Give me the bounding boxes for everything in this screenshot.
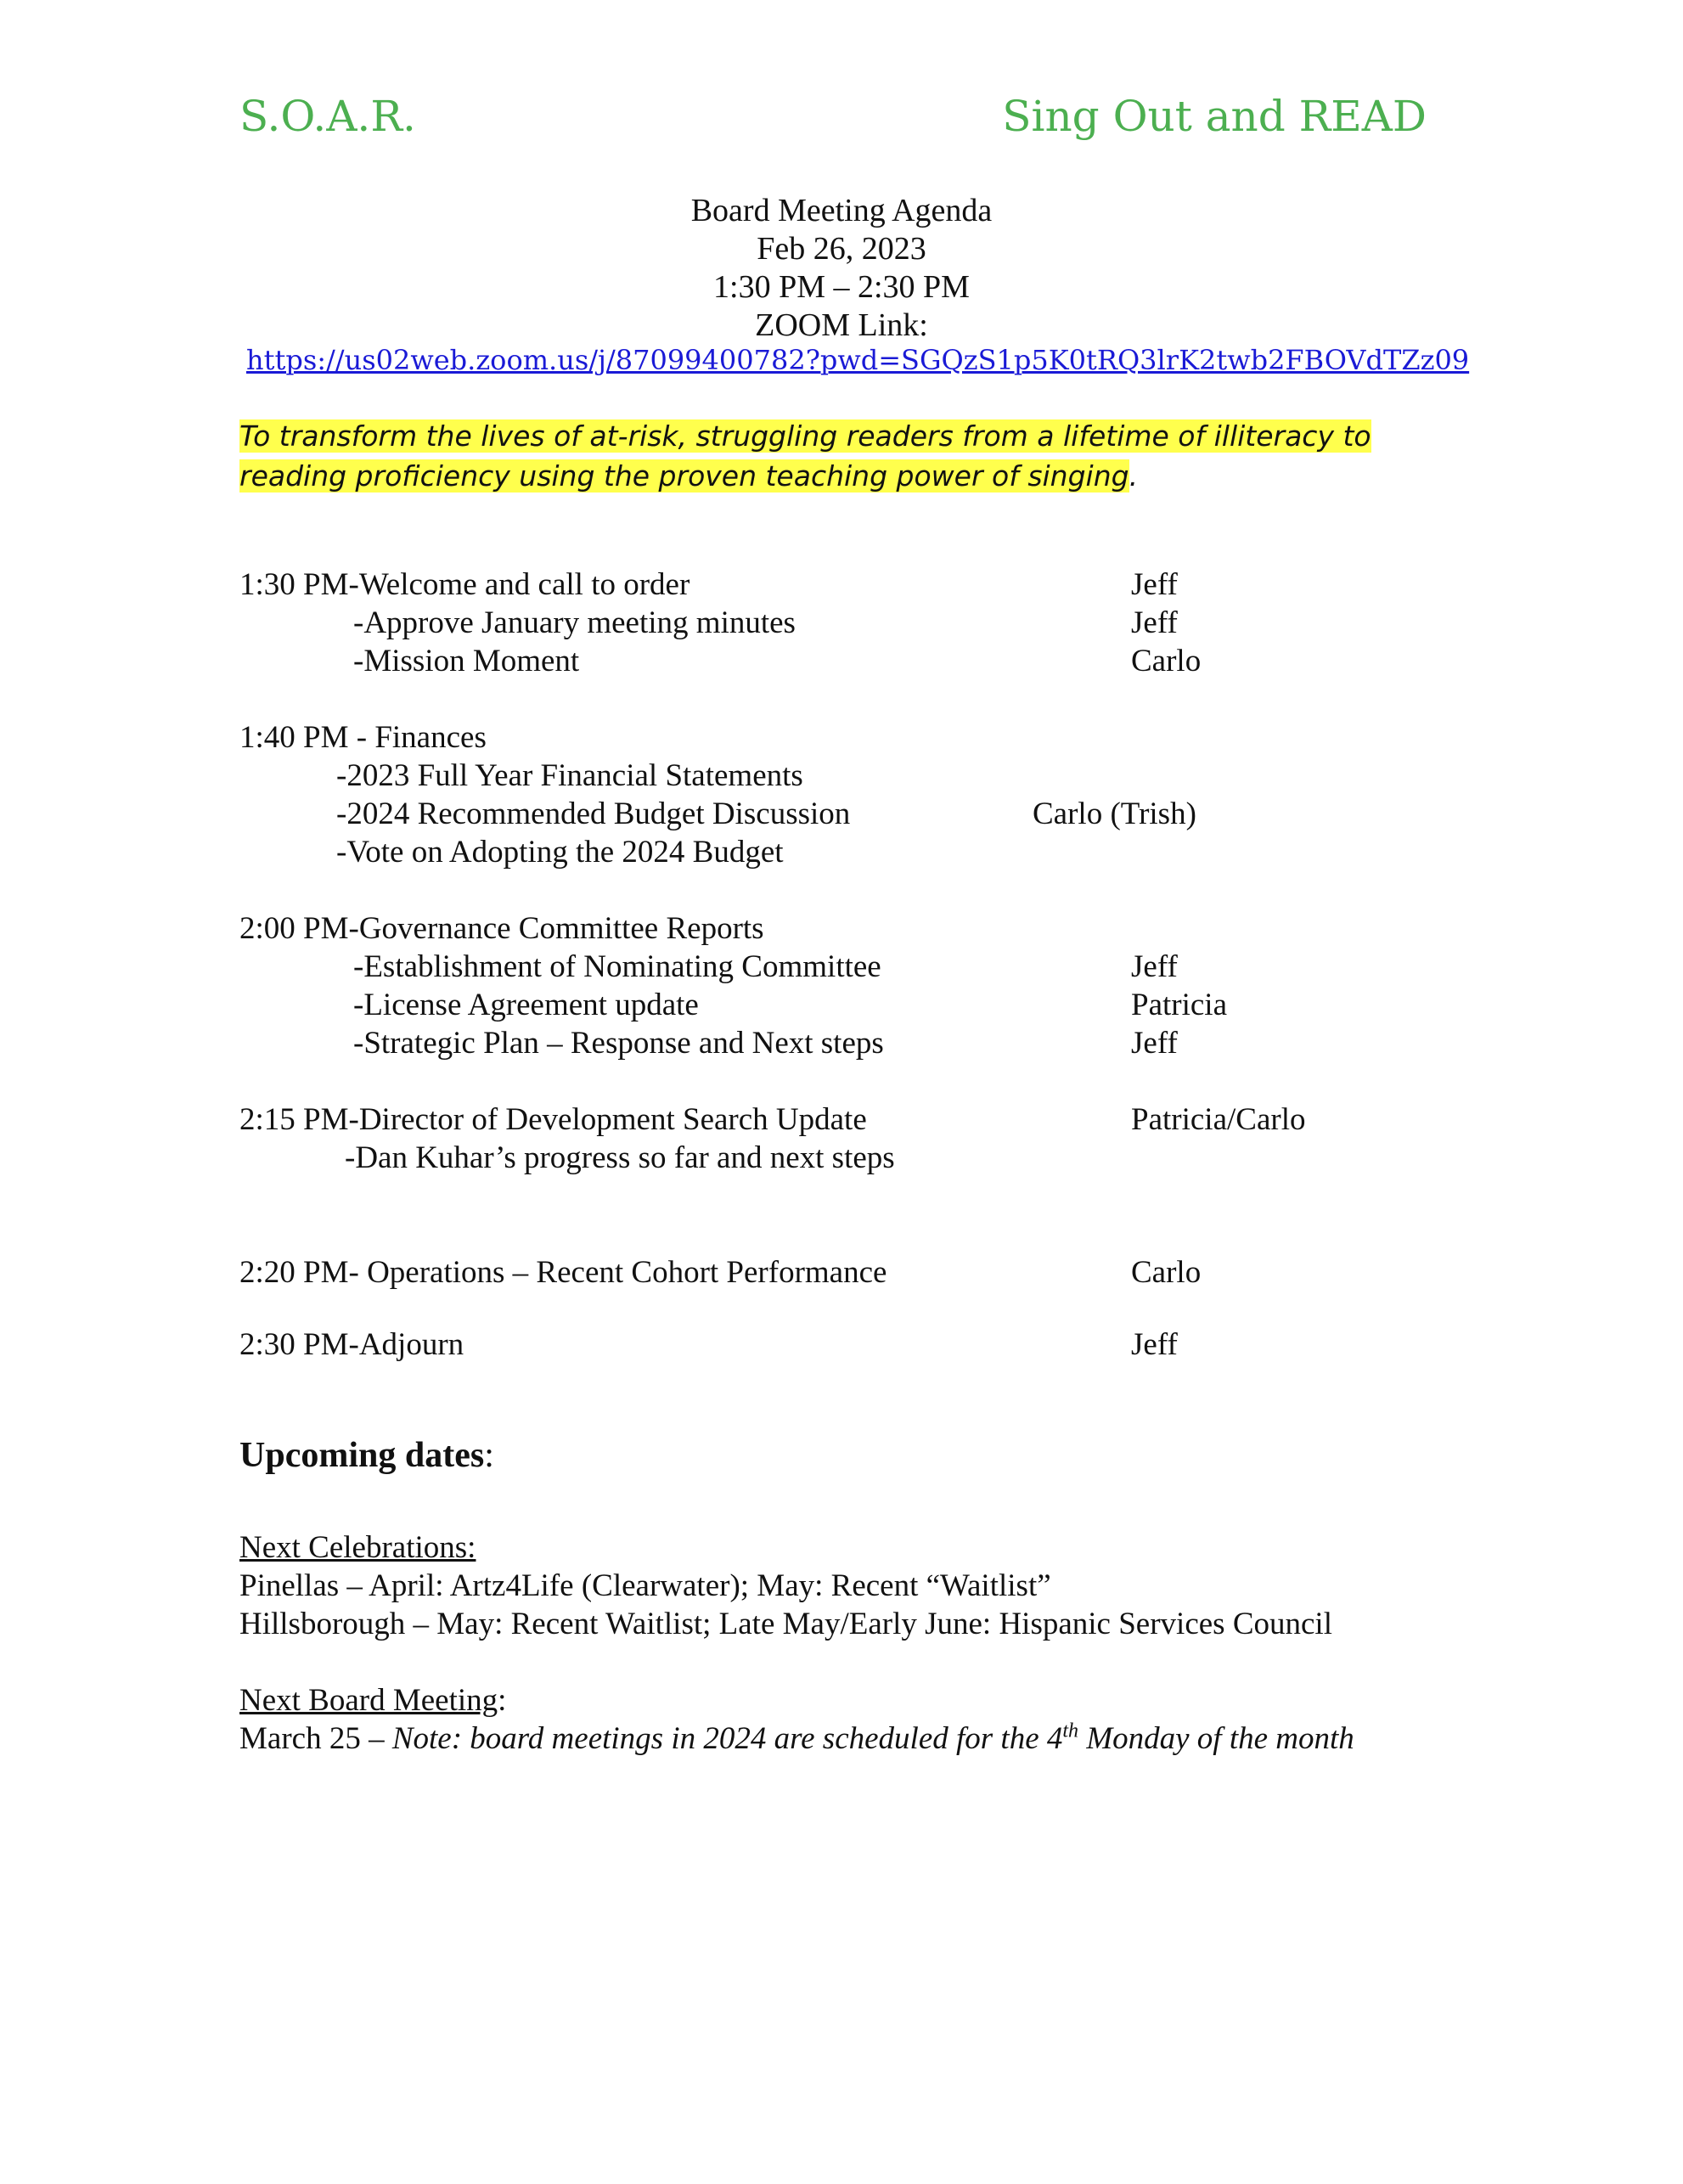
agenda-finances-heading: 1:40 PM - Finances <box>239 720 487 755</box>
agenda-governance-item: -License Agreement update <box>353 988 699 1022</box>
agenda-welcome-heading: 1:30 PM-Welcome and call to order <box>239 567 690 602</box>
agenda-governance-item-presenter: Jeff <box>1131 949 1178 984</box>
next-board-meeting-label <box>239 1681 506 1720</box>
agenda-governance-heading: 2:00 PM-Governance Committee Reports <box>239 911 764 946</box>
zoom-link[interactable]: https://us02web.zoom.us/j/87099400782?pwd=SGQzS1p5K0tRQ3lrK2twb2FBOVdTZz09 <box>246 344 1470 376</box>
board-note-superscript: th <box>1062 1720 1079 1742</box>
agenda-finances-item: -Vote on Adopting the 2024 Budget <box>336 835 784 870</box>
meeting-time: 1:30 PM – 2:30 PM <box>713 269 970 305</box>
board-label-colon: : <box>498 1683 507 1718</box>
mission-period: . <box>1129 459 1139 493</box>
agenda-adjourn-presenter: Jeff <box>1131 1327 1178 1362</box>
org-acronym: S.O.A.R. <box>239 92 416 141</box>
agenda-finances-item: -2023 Full Year Financial Statements <box>336 758 803 793</box>
agenda-adjourn-heading: 2:30 PM-Adjourn <box>239 1327 464 1362</box>
org-name: Sing Out and READ <box>1002 92 1427 141</box>
upcoming-title-colon: : <box>484 1436 494 1475</box>
agenda-operations-presenter: Carlo <box>1131 1255 1202 1290</box>
agenda-welcome-item: -Mission Moment <box>353 644 580 678</box>
upcoming-title-text: Upcoming dates <box>239 1436 485 1475</box>
board-note-end: Monday of the month <box>1078 1721 1354 1756</box>
agenda-finances-item: -2024 Recommended Budget Discussion <box>336 796 851 831</box>
agenda-welcome-presenter: Jeff <box>1131 567 1178 602</box>
agenda-governance-item-presenter: Patricia <box>1131 988 1228 1022</box>
meeting-title: Board Meeting Agenda <box>690 193 993 228</box>
next-board-meeting-details <box>239 1720 1354 1758</box>
agenda-development-heading: 2:15 PM-Director of Development Search Update <box>239 1102 867 1137</box>
agenda-governance-item-presenter: Jeff <box>1131 1026 1178 1061</box>
meeting-date: Feb 26, 2023 <box>757 231 926 267</box>
agenda-finances-presenter: Carlo (Trish) <box>1033 796 1196 831</box>
pinellas-celebrations: Pinellas – April: Artz4Life (Clearwater); May: Recent “Waitlist” <box>239 1568 1051 1603</box>
agenda-governance-item: -Strategic Plan – Response and Next steps <box>353 1026 884 1061</box>
agenda-welcome-item: -Approve January meeting minutes <box>353 605 796 640</box>
agenda-development-item: -Dan Kuhar’s progress so far and next steps <box>345 1140 895 1175</box>
agenda-development-presenter: Patricia/Carlo <box>1131 1102 1306 1137</box>
next-celebrations-label: Next Celebrations: <box>239 1530 476 1565</box>
zoom-label: ZOOM Link: <box>755 307 928 343</box>
agenda-operations-heading: 2:20 PM- Operations – Recent Cohort Performance <box>239 1255 887 1290</box>
board-label-text: Next Board Meeting <box>239 1683 498 1718</box>
agenda-welcome-item-presenter: Jeff <box>1131 605 1178 640</box>
agenda-governance-item: -Establishment of Nominating Committee <box>353 949 881 984</box>
agenda-welcome-item-presenter: Carlo <box>1131 644 1202 678</box>
board-note: Note: board meetings in 2024 are scheduled for the 4 <box>391 1721 1063 1756</box>
board-date: March 25 – <box>239 1721 392 1756</box>
mission-text: To transform the lives of at-risk, struggling readers from a lifetime of illiteracy to reading proficiency using the proven teaching power of singing <box>239 419 1371 493</box>
upcoming-dates-title <box>239 1435 494 1476</box>
hillsborough-celebrations: Hillsborough – May: Recent Waitlist; Late May/Early June: Hispanic Services Council <box>239 1607 1332 1641</box>
mission-statement <box>239 416 1462 496</box>
